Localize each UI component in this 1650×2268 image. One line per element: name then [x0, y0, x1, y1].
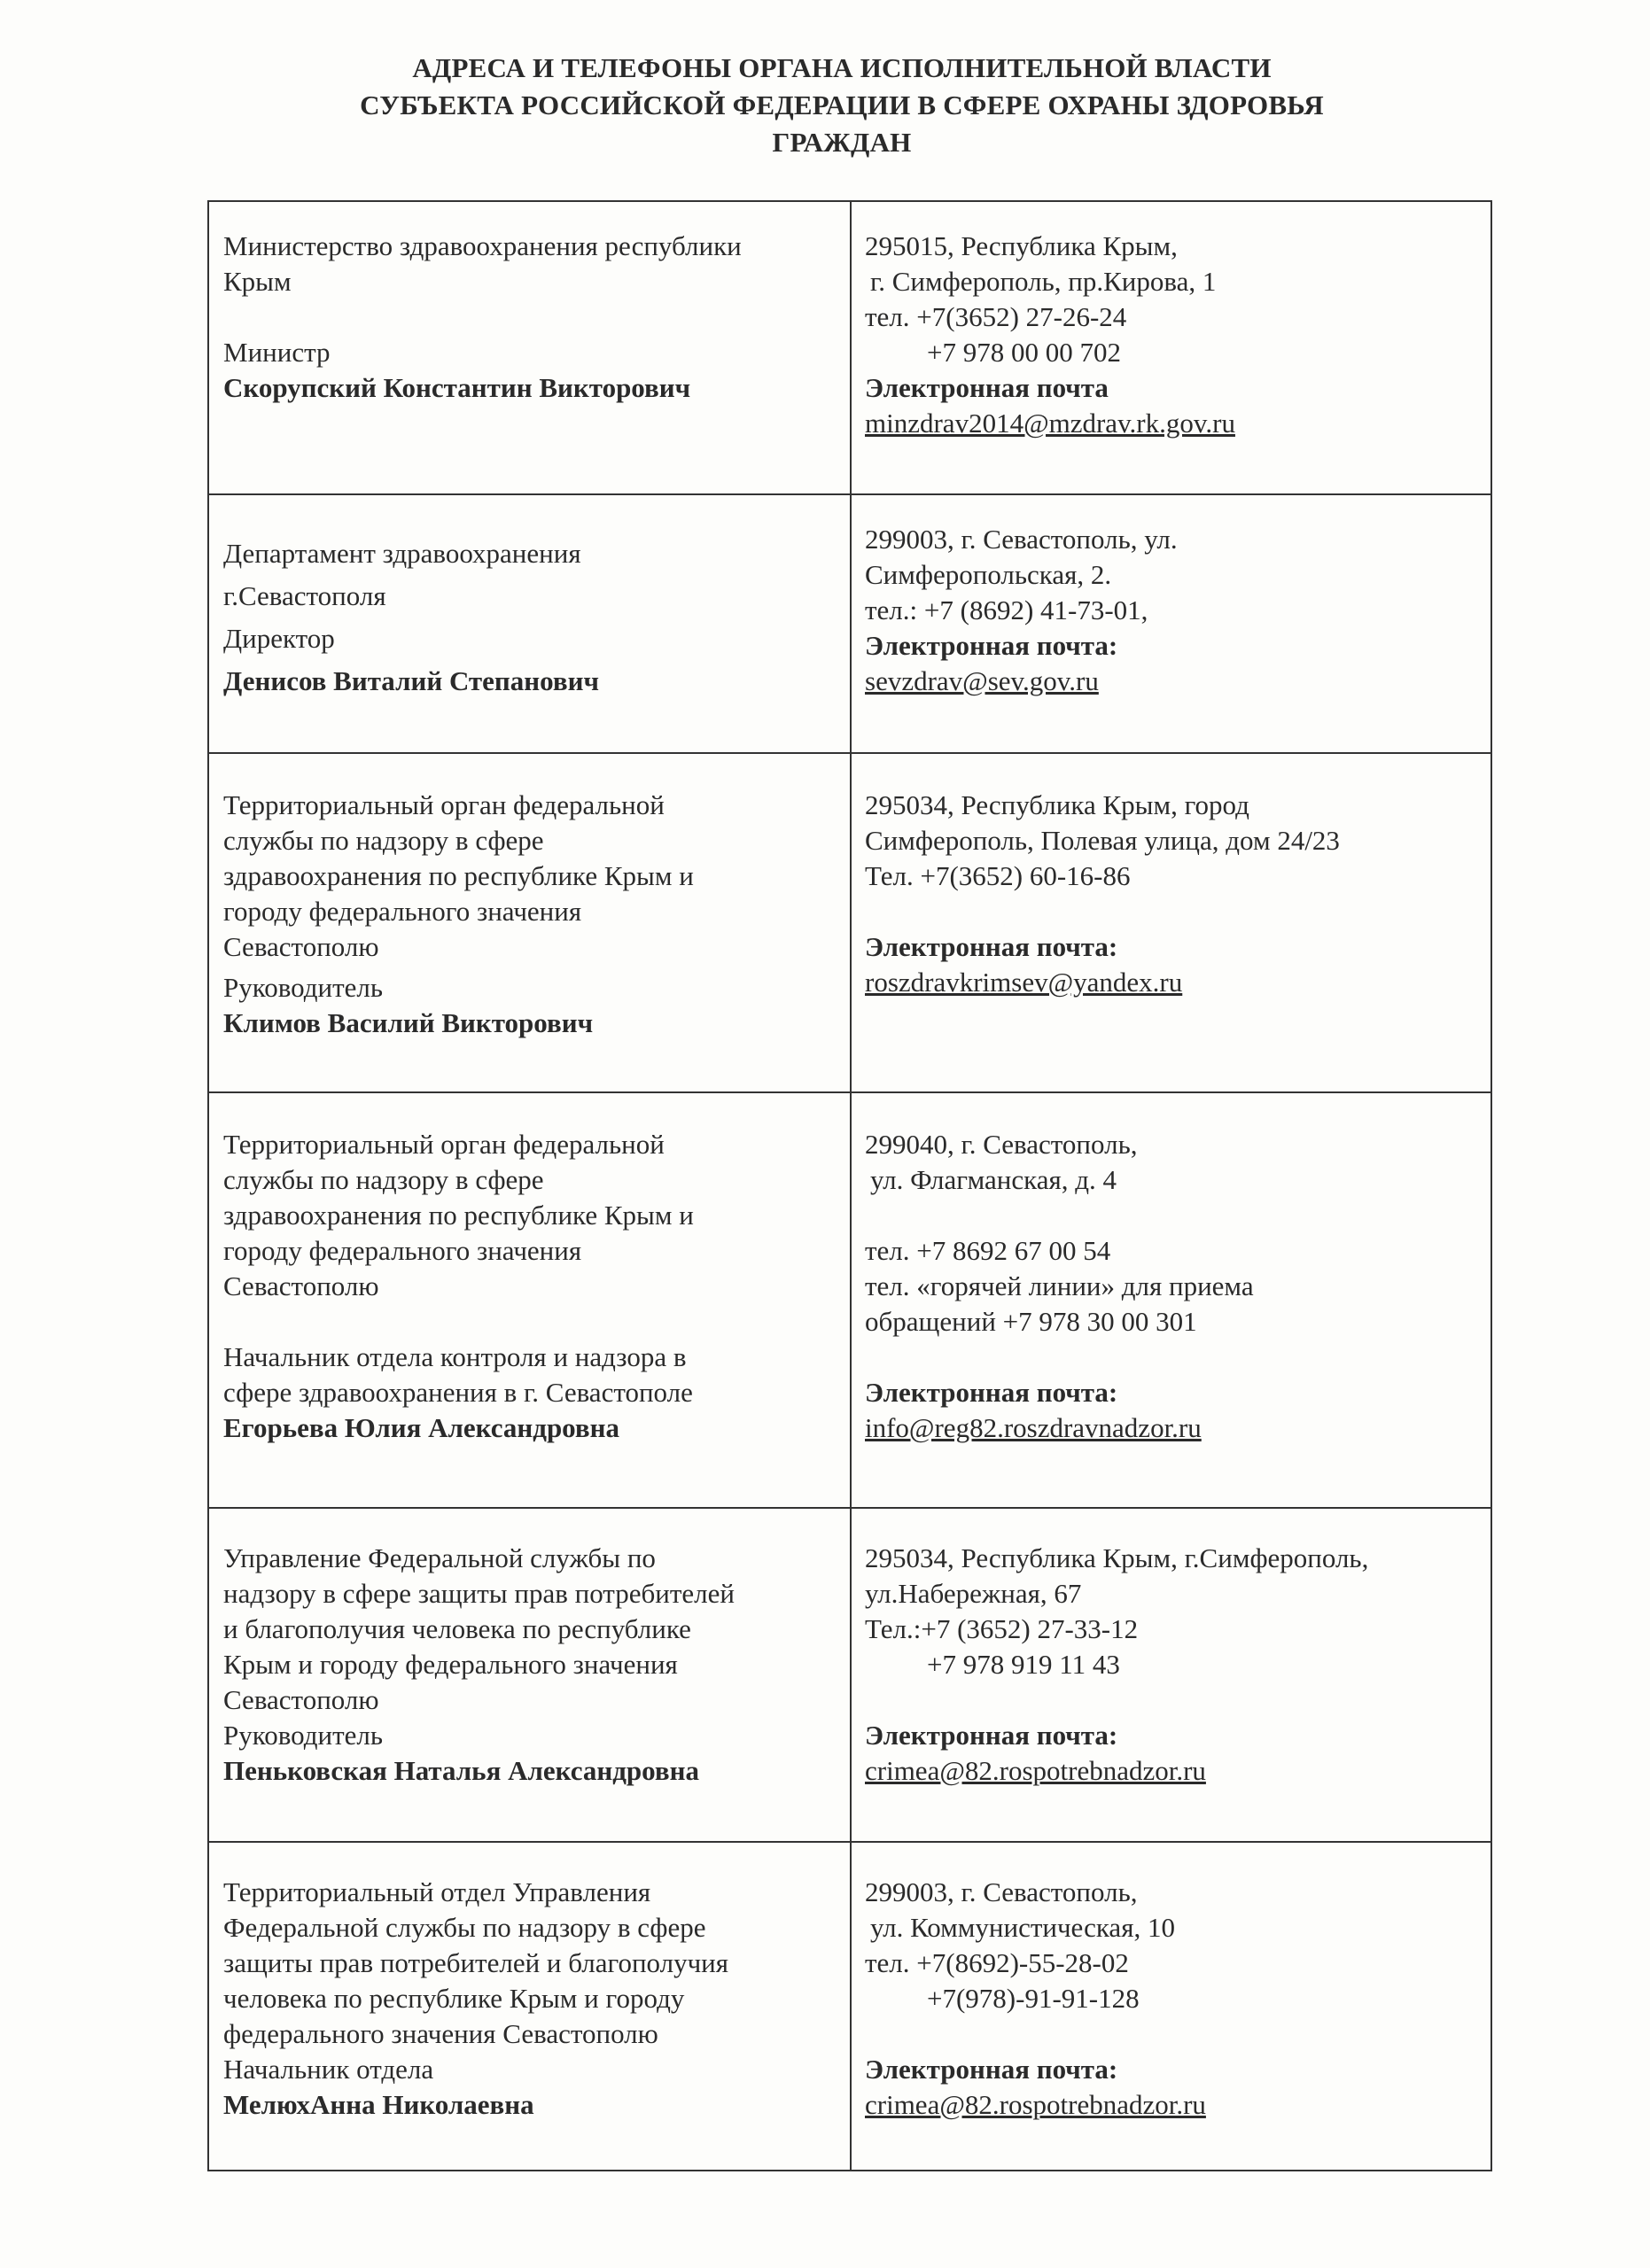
org-name-line: Севастополю [223, 931, 379, 962]
phone-line: обращений +7 978 30 00 301 [865, 1306, 1197, 1337]
phone-line: +7(978)-91-91-128 [927, 1983, 1140, 2014]
org-name-line: Севастополю [223, 1684, 379, 1715]
org-name-line: Севастополю [223, 1270, 379, 1301]
org-name-line: Министерство здравоохранения республики [223, 230, 742, 261]
phone-line: Тел. +7(3652) 60-16-86 [865, 860, 1131, 891]
org-name-line: и благополучия человека по республике [223, 1613, 691, 1644]
position-title: Руководитель [223, 1720, 384, 1751]
address-line: Симферополь, Полевая улица, дом 24/23 [865, 825, 1340, 856]
email-label: Электронная почта [865, 372, 1109, 403]
contact-cell [865, 788, 1485, 1000]
contacts-table [207, 200, 1492, 2171]
org-name-line: Крым и городу федерального значения [223, 1649, 678, 1680]
org-cell [223, 1127, 844, 1446]
page-title [266, 50, 1418, 161]
position-title: сфере здравоохранения в г. Севастополе [223, 1377, 693, 1408]
email-label: Электронная почта: [865, 1377, 1118, 1408]
title-line: ГРАЖДАН [772, 127, 912, 158]
org-name-line: защиты прав потребителей и благополучия [223, 1947, 729, 1978]
address-line: 295034, Республика Крым, г.Симферополь, [865, 1542, 1369, 1573]
org-name-line: службы по надзору в сфере [223, 825, 544, 856]
phone-line: тел. +7(8692)-55-28-02 [865, 1947, 1129, 1978]
org-name-line: Департамент здравоохранения [223, 538, 581, 569]
contact-cell [865, 229, 1485, 441]
position-title: Начальник отдела контроля и надзора в [223, 1341, 687, 1372]
org-name-line: городу федерального значения [223, 1235, 582, 1266]
phone-line: +7 978 00 00 702 [927, 337, 1121, 368]
contact-cell [865, 522, 1485, 699]
email-label: Электронная почта: [865, 931, 1118, 962]
org-name-line: Управление Федеральной службы по [223, 1542, 656, 1573]
org-name-line: Территориальный орган федеральной [223, 789, 665, 820]
address-line: 295034, Республика Крым, город [865, 789, 1249, 820]
org-cell [223, 1875, 844, 2123]
table-row [209, 752, 1490, 1093]
email-link[interactable]: roszdravkrimsev@yandex.ru [865, 967, 1183, 998]
address-line: ул.Набережная, 67 [865, 1578, 1082, 1609]
table-row [209, 493, 1490, 754]
phone-line: тел. +7 8692 67 00 54 [865, 1235, 1111, 1266]
org-name-line: Территориальный орган федеральной [223, 1129, 665, 1160]
email-label: Электронная почта: [865, 630, 1118, 661]
org-cell [223, 788, 844, 1041]
address-line: ул. Коммунистическая, 10 [870, 1912, 1175, 1943]
email-link[interactable]: info@reg82.roszdravnadzor.ru [865, 1412, 1202, 1443]
table-row [209, 1507, 1490, 1843]
position-title: Начальник отдела [223, 2054, 434, 2085]
phone-line: тел. +7(3652) 27-26-24 [865, 301, 1127, 332]
email-link[interactable]: sevzdrav@sev.gov.ru [865, 665, 1099, 696]
org-name-line: здравоохранения по республике Крым и [223, 1200, 694, 1231]
table-row [209, 1091, 1490, 1509]
head-name: Пеньковская Наталья Александровна [223, 1755, 699, 1786]
table-row [209, 202, 1490, 493]
phone-line: тел. «горячей линии» для приема [865, 1270, 1254, 1301]
org-name-line: Крым [223, 266, 292, 297]
email-link[interactable]: minzdrav2014@mzdrav.rk.gov.ru [865, 408, 1235, 439]
address-line: 299040, г. Севастополь, [865, 1129, 1138, 1160]
org-name-line: человека по республике Крым и городу [223, 1983, 685, 2014]
contact-cell [865, 1541, 1485, 1789]
phone-line: Тел.:+7 (3652) 27-33-12 [865, 1613, 1139, 1644]
org-cell [223, 532, 844, 703]
title-line: АДРЕСА И ТЕЛЕФОНЫ ОРГАНА ИСПОЛНИТЕЛЬНОЙ ВЛАСТИ [412, 52, 1272, 83]
position-title: Директор [223, 623, 335, 654]
address-line: 299003, г. Севастополь, ул. [865, 524, 1178, 555]
org-name-line: Территориальный отдел Управления [223, 1876, 651, 1907]
position-title: Министр [223, 337, 331, 368]
org-cell [223, 1541, 844, 1789]
address-line: 299003, г. Севастополь, [865, 1876, 1138, 1907]
head-name: Скорупский Константин Викторович [223, 372, 691, 403]
email-label: Электронная почта: [865, 2054, 1118, 2085]
org-name-line: здравоохранения по республике Крым и [223, 860, 694, 891]
address-line: ул. Флагманская, д. 4 [870, 1164, 1117, 1195]
org-name-line: надзору в сфере защиты прав потребителей [223, 1578, 735, 1609]
address-line: 295015, Республика Крым, [865, 230, 1178, 261]
org-name-line: федерального значения Севастополю [223, 2018, 658, 2049]
contact-cell [865, 1875, 1485, 2123]
head-name: Денисов Виталий Степанович [223, 665, 599, 696]
email-label: Электронная почта: [865, 1720, 1118, 1751]
address-line: г. Симферополь, пр.Кирова, 1 [870, 266, 1217, 297]
org-name-line: городу федерального значения [223, 896, 582, 927]
head-name: Климов Василий Викторович [223, 1007, 594, 1038]
title-line: СУБЪЕКТА РОССИЙСКОЙ ФЕДЕРАЦИИ В СФЕРЕ ОХРАНЫ ЗДОРОВЬЯ [360, 89, 1324, 120]
head-name: МелюхАнна Николаевна [223, 2089, 534, 2120]
org-name-line: Федеральной службы по надзору в сфере [223, 1912, 706, 1943]
address-line: Симферопольская, 2. [865, 559, 1112, 590]
org-name-line: службы по надзору в сфере [223, 1164, 544, 1195]
phone-line: +7 978 919 11 43 [927, 1649, 1120, 1680]
phone-line: тел.: +7 (8692) 41-73-01, [865, 594, 1148, 625]
position-title: Руководитель [223, 972, 384, 1003]
head-name: Егорьева Юлия Александровна [223, 1412, 620, 1443]
email-link[interactable]: crimea@82.rospotrebnadzor.ru [865, 2089, 1206, 2120]
org-name-line: г.Севастополя [223, 580, 386, 611]
org-cell [223, 229, 844, 406]
contact-cell [865, 1127, 1485, 1446]
email-link[interactable]: crimea@82.rospotrebnadzor.ru [865, 1755, 1206, 1786]
table-row [209, 1841, 1490, 2175]
